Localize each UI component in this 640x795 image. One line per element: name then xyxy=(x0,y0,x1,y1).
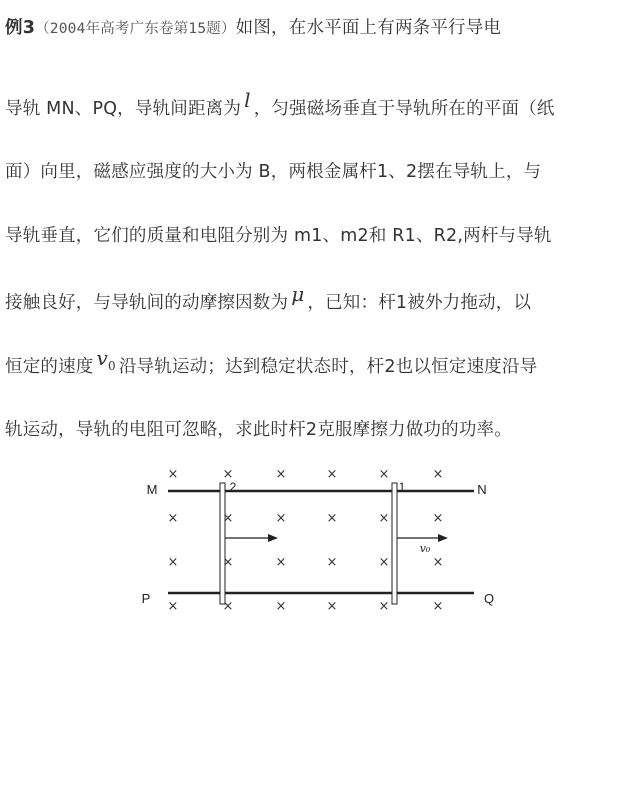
problem-line-6 xyxy=(5,333,637,398)
problem-text-2b: ，匀强磁场垂直于导轨所在的平面（纸 xyxy=(253,99,555,119)
field-mark: × xyxy=(275,511,287,526)
label-v0: v₀ xyxy=(419,542,431,555)
field-mark: × xyxy=(378,599,390,614)
problem-text-6b: 沿导轨运动；达到稳定状态时，杆2也以恒定速度沿导 xyxy=(118,357,538,377)
arrow-rod-1 xyxy=(397,534,448,542)
symbol-v-sub: 0 xyxy=(108,359,116,373)
field-mark: × xyxy=(275,467,287,482)
field-mark: × xyxy=(378,467,390,482)
label-P: P xyxy=(141,591,151,606)
label-rod-1: 1 xyxy=(398,480,406,494)
symbol-mu: μ xyxy=(291,281,305,306)
field-mark: × xyxy=(432,599,444,614)
field-mark: × xyxy=(167,467,179,482)
rod-2 xyxy=(220,483,225,604)
problem-line-7 xyxy=(5,398,637,463)
field-mark: × xyxy=(326,599,338,614)
problem-line-5 xyxy=(5,269,637,334)
rails-diagram xyxy=(130,460,510,620)
field-mark: × xyxy=(222,599,234,614)
field-mark: × xyxy=(275,555,287,570)
label-rod-2: 2 xyxy=(229,480,237,494)
symbol-v0 xyxy=(96,346,116,373)
field-mark: × xyxy=(167,599,179,614)
problem-text-5a: 接触良好，与导轨间的动摩擦因数为 xyxy=(5,292,289,313)
label-M: M xyxy=(146,482,158,497)
problem-line-1 xyxy=(5,11,637,45)
arrow-rod-2 xyxy=(225,534,278,542)
problem-line-3 xyxy=(5,140,637,205)
problem-text xyxy=(5,11,637,462)
field-mark: × xyxy=(432,467,444,482)
rod-1 xyxy=(392,483,397,604)
problem-text-1: 如图，在水平面上有两条平行导电 xyxy=(235,18,502,38)
problem-text-6a: 恒定的速度 xyxy=(5,357,94,377)
field-mark: × xyxy=(275,599,287,614)
symbol-l: l xyxy=(244,88,251,112)
field-mark: × xyxy=(432,511,444,526)
problem-line-4 xyxy=(5,204,637,269)
field-mark: × xyxy=(222,555,234,570)
problem-text-4: 导轨垂直，它们的质量和电阻分别为 m1、m2和 R1、R2,两杆与导轨 xyxy=(5,226,552,246)
field-mark: × xyxy=(326,555,338,570)
field-mark: × xyxy=(222,467,234,482)
example-label: 例3 xyxy=(5,18,36,38)
field-mark: × xyxy=(378,555,390,570)
label-N: N xyxy=(477,482,487,497)
field-mark: × xyxy=(326,511,338,526)
field-mark: × xyxy=(167,511,179,526)
field-mark: × xyxy=(432,555,444,570)
problem-line-2 xyxy=(5,75,637,140)
field-mark: × xyxy=(167,555,179,570)
field-mark: × xyxy=(378,511,390,526)
problem-text-5b: ，已知：杆1被外力拖动，以 xyxy=(307,292,532,313)
label-Q: Q xyxy=(483,591,495,606)
problem-text-2a: 导轨 MN、PQ，导轨间距离为 xyxy=(5,99,242,119)
problem-text-3: 面）向里，磁感应强度的大小为 B，两根金属杆1、2摆在导轨上，与 xyxy=(5,161,542,182)
problem-source: （2004年高考广东卷第15题） xyxy=(35,21,236,37)
symbol-v: v xyxy=(96,346,108,370)
field-mark: × xyxy=(222,511,234,526)
problem-text-7: 轨运动，导轨的电阻可忽略，求此时杆2克服摩擦力做功的功率。 xyxy=(5,419,512,440)
field-mark: × xyxy=(326,467,338,482)
